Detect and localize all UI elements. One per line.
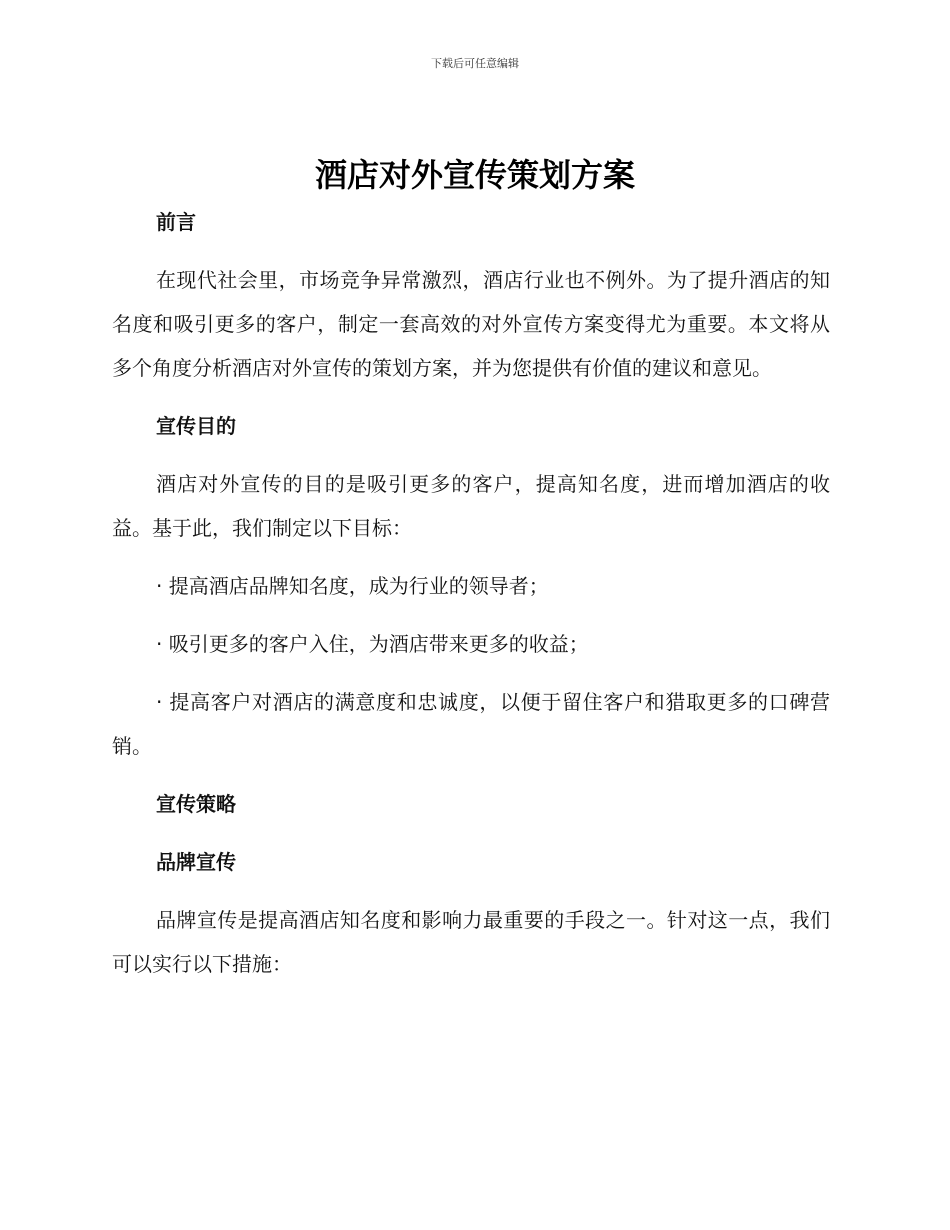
section-heading-strategy: 宣传策略: [156, 792, 236, 816]
header-note: 下载后可任意编辑: [431, 57, 519, 70]
paragraph-preface: 在现代社会里，市场竞争异常激烈，酒店行业也不例外。为了提升酒店的知名度和吸引更多的客户，制定一套高效的对外宣传方案变得尤为重要。本文将从多个角度分析酒店对外宣传的策划方案，并为您提供有价值的建议和意见。: [112, 268, 830, 380]
subsection-heading-brand: 品牌宣传: [156, 850, 236, 874]
document-body: [112, 200, 830, 1000]
section-heading-purpose: 宣传目的: [156, 414, 236, 438]
paragraph-purpose: 酒店对外宣传的目的是吸引更多的客户，提高知名度，进而增加酒店的收益。基于此，我们制定以下目标：: [112, 472, 830, 540]
paragraph-brand: 品牌宣传是提高酒店知名度和影响力最重要的手段之一。针对这一点，我们可以实行以下措施：: [112, 908, 830, 976]
bullet-item: · 提高酒店品牌知名度，成为行业的领导者；: [156, 574, 549, 598]
bullet-item: · 吸引更多的客户入住，为酒店带来更多的收益；: [156, 632, 589, 656]
section-heading-preface: 前言: [156, 210, 196, 234]
document-title: 酒店对外宣传策划方案: [314, 156, 635, 194]
bullet-item: · 提高客户对酒店的满意度和忠诚度，以便于留住客户和猎取更多的口碑营销。: [112, 690, 830, 758]
